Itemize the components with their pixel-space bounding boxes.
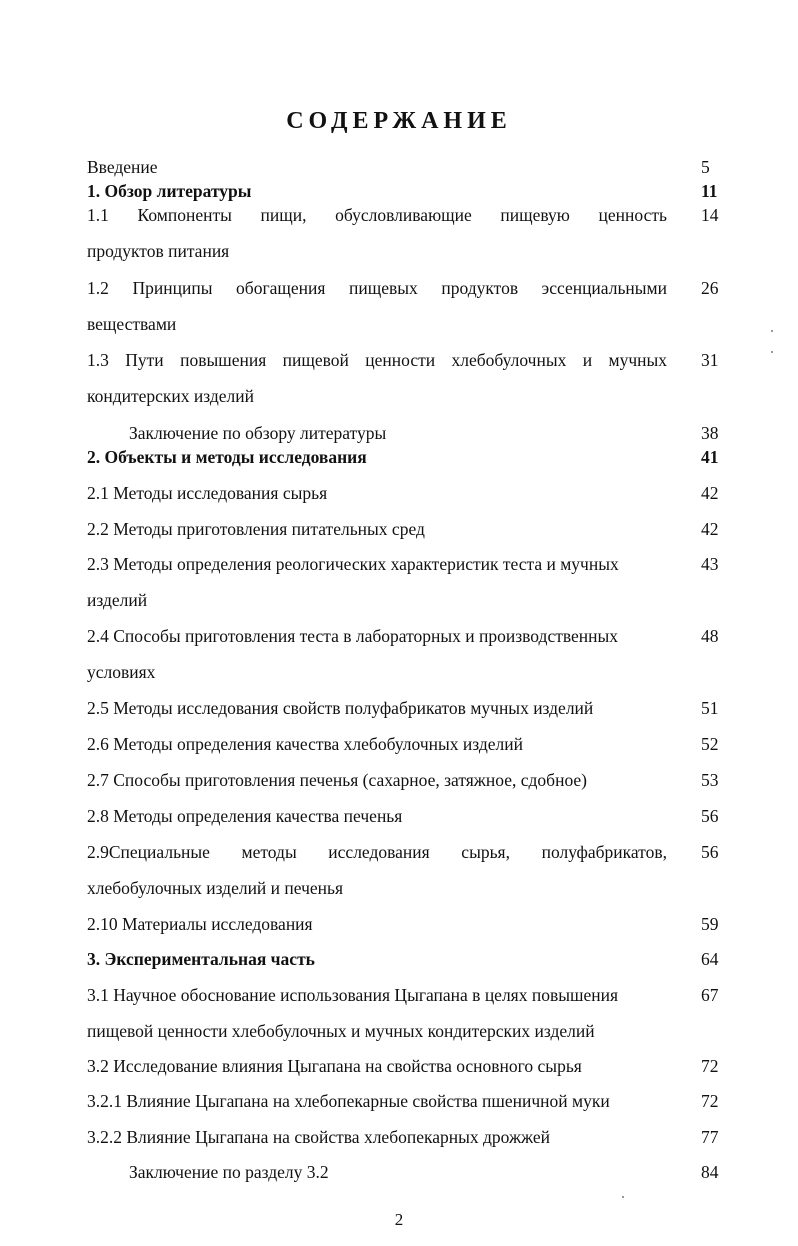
toc-entry-page: 31 xyxy=(701,350,719,370)
toc-entry-text: 2.4 Способы приготовления теста в лабораторных и производственных xyxy=(87,626,619,646)
toc-entry-page: 77 xyxy=(701,1127,719,1147)
toc-entry-text: 1.3 Пути повышения пищевой ценности хлебобулочных и мучных xyxy=(87,350,667,370)
toc-entry xyxy=(87,624,732,684)
toc-entry xyxy=(87,840,732,900)
toc-entry xyxy=(87,517,732,541)
toc-entry xyxy=(87,481,732,505)
toc-entry-page: 26 xyxy=(701,278,719,298)
toc-entry xyxy=(87,947,732,971)
toc-entry-page: 53 xyxy=(701,770,719,790)
toc-entry-text: Заключение по разделу 3.2 xyxy=(129,1162,329,1182)
toc-entry-text: Введение xyxy=(87,157,158,177)
toc-entry-page: 42 xyxy=(701,483,719,503)
toc-entry-text: 3.2.2 Влияние Цыгапана на свойства хлебопекарных дрожжей xyxy=(87,1127,551,1147)
scan-speck xyxy=(771,351,773,353)
toc-entry-text: 2.10 Материалы исследования xyxy=(87,914,313,934)
toc-entry-text: 1. Обзор литературы xyxy=(87,181,252,201)
toc-entry xyxy=(87,203,732,263)
toc-entry-text: 2.5 Методы исследования свойств полуфабрикатов мучных изделий xyxy=(87,698,594,718)
toc-entry xyxy=(87,912,732,936)
toc-entry-text: 2.3 Методы определения реологических характеристик теста и мучных xyxy=(87,554,619,574)
toc-entry xyxy=(87,768,732,792)
toc-entry-text: 2.1 Методы исследования сырья xyxy=(87,483,328,503)
toc-entry xyxy=(87,552,732,612)
toc-entry-page: 67 xyxy=(701,985,719,1005)
toc-entry xyxy=(87,1089,732,1113)
toc-entry-text: 1.2 Принципы обогащения пищевых продуктов эссенциальными xyxy=(87,278,667,298)
toc-entry xyxy=(87,445,732,469)
toc-entry-text: 3. Экспериментальная часть xyxy=(87,949,315,969)
toc-entry-text: Заключение по обзору литературы xyxy=(129,423,387,443)
toc-entry-page: 42 xyxy=(701,519,719,539)
scan-speck xyxy=(771,330,773,332)
toc-entry-text: 2.9Специальные методы исследования сырья, полуфабрикатов, xyxy=(87,842,667,862)
toc-entry-text: 2.7 Способы приготовления печенья (сахарное, затяжное, сдобное) xyxy=(87,770,587,790)
toc-entry-page: 43 xyxy=(701,554,719,574)
toc-entry-continuation: кондитерских изделий xyxy=(87,386,255,406)
toc-entry xyxy=(87,276,732,336)
toc-entry xyxy=(87,804,732,828)
toc-entry xyxy=(87,1125,732,1149)
toc-entry-continuation: хлебобулочных изделий и печенья xyxy=(87,878,344,898)
toc-entry-page: 84 xyxy=(701,1162,719,1182)
scan-speck xyxy=(622,1196,624,1198)
toc-entry xyxy=(87,1054,732,1078)
toc-entry-text: 2.8 Методы определения качества печенья xyxy=(87,806,403,826)
toc-entry-continuation: изделий xyxy=(87,590,148,610)
toc-entry-page: 14 xyxy=(701,205,719,225)
toc-entry xyxy=(87,179,732,203)
toc-entry-page: 51 xyxy=(701,698,719,718)
toc-entry xyxy=(87,732,732,756)
toc-entry-continuation: пищевой ценности хлебобулочных и мучных кондитерских изделий xyxy=(87,1021,595,1041)
page-title: СОДЕРЖАНИЕ xyxy=(286,108,512,134)
toc-entry xyxy=(87,1160,732,1184)
toc-entry-page: 64 xyxy=(701,949,719,969)
toc-entry-text: 2. Объекты и методы исследования xyxy=(87,447,367,467)
toc-entry-page: 38 xyxy=(701,423,719,443)
toc-entry-continuation: продуктов питания xyxy=(87,241,230,261)
toc-entry-text: 3.2 Исследование влияния Цыгапана на свойства основного сырья xyxy=(87,1056,582,1076)
toc-entry-page: 59 xyxy=(701,914,719,934)
toc-entry-text: 3.1 Научное обоснование использования Цыгапана в целях повышения xyxy=(87,985,619,1005)
toc-entry-page: 5 xyxy=(701,157,710,177)
toc-entry-page: 52 xyxy=(701,734,719,754)
toc-entry xyxy=(87,348,732,408)
toc-entry-text: 1.1 Компоненты пищи, обусловливающие пищевую ценность xyxy=(87,205,667,225)
toc-entry-page: 41 xyxy=(701,447,719,467)
toc-entry-page: 72 xyxy=(701,1056,719,1076)
toc-entry-page: 72 xyxy=(701,1091,719,1111)
toc-entry-page: 56 xyxy=(701,806,719,826)
toc-entry-page: 48 xyxy=(701,626,719,646)
toc-entry-continuation: условиях xyxy=(87,662,156,682)
toc-entry-text: 2.6 Методы определения качества хлебобулочных изделий xyxy=(87,734,523,754)
toc-entry xyxy=(87,696,732,720)
toc-entry-continuation: веществами xyxy=(87,314,177,334)
toc-entry-text: 2.2 Методы приготовления питательных сред xyxy=(87,519,425,539)
toc-entry-page: 56 xyxy=(701,842,719,862)
page-number: 2 xyxy=(394,1210,404,1229)
toc-entry-page: 11 xyxy=(701,181,718,201)
toc-entry xyxy=(87,155,732,179)
toc-entry xyxy=(87,983,732,1043)
toc-entry-text: 3.2.1 Влияние Цыгапана на хлебопекарные свойства пшеничной муки xyxy=(87,1091,610,1111)
toc-entry xyxy=(87,421,732,445)
